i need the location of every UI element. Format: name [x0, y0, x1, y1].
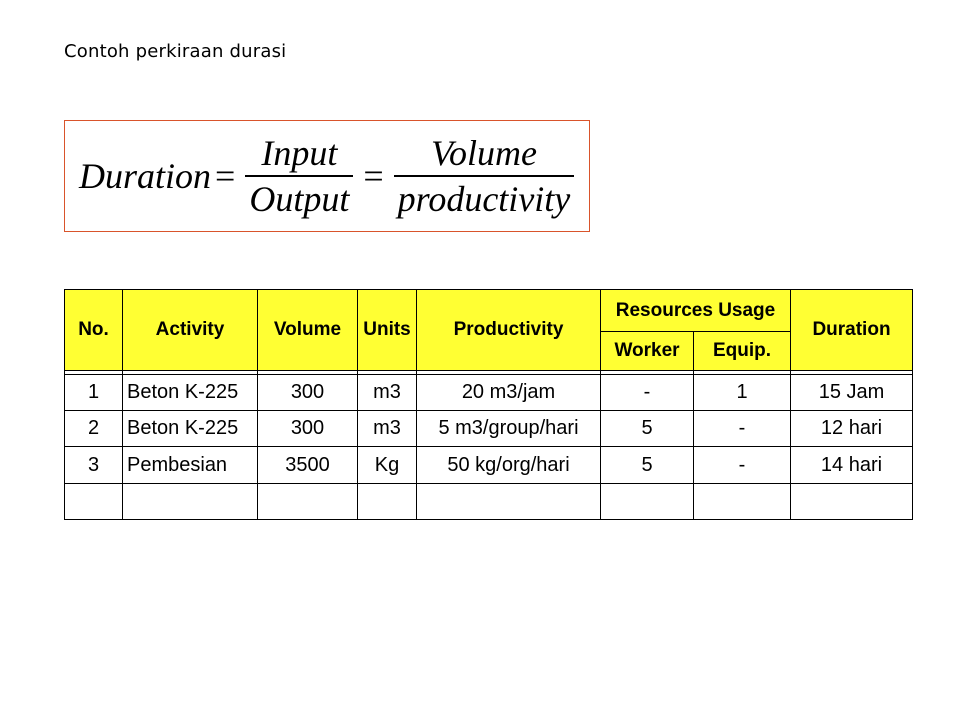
header-duration: Duration — [791, 290, 913, 371]
cell-units: m3 — [358, 374, 417, 410]
cell-worker: 5 — [601, 411, 694, 447]
cell-volume: 3500 — [258, 447, 358, 483]
fraction-volume-productivity — [394, 133, 575, 219]
cell-worker: - — [601, 374, 694, 410]
duration-table — [64, 289, 913, 520]
header-units: Units — [358, 290, 417, 371]
formula-box — [64, 120, 590, 232]
cell-equip: - — [694, 447, 791, 483]
header-resources-usage: Resources Usage — [601, 290, 791, 332]
formula-lhs: Duration — [79, 156, 212, 196]
fraction-numerator-input: Input — [261, 133, 338, 173]
header-equip: Equip. — [694, 332, 791, 370]
cell-no: 1 — [65, 374, 123, 410]
cell-productivity: 5 m3/group/hari — [417, 411, 601, 447]
cell-worker: 5 — [601, 447, 694, 483]
header-productivity: Productivity — [417, 290, 601, 371]
fraction-denominator-output: Output — [249, 179, 350, 219]
cell-units: m3 — [358, 411, 417, 447]
cell-duration: 15 Jam — [791, 374, 913, 410]
header-activity: Activity — [123, 290, 258, 371]
cell-volume — [258, 483, 358, 519]
cell-no: 2 — [65, 411, 123, 447]
cell-volume: 300 — [258, 411, 358, 447]
cell-activity: Beton K-225 — [123, 374, 258, 410]
header-no: No. — [65, 290, 123, 371]
cell-equip: 1 — [694, 374, 791, 410]
cell-productivity: 20 m3/jam — [417, 374, 601, 410]
cell-productivity: 50 kg/org/hari — [417, 447, 601, 483]
cell-worker — [601, 483, 694, 519]
cell-volume: 300 — [258, 374, 358, 410]
cell-units — [358, 483, 417, 519]
page-title: Contoh perkiraan durasi — [64, 41, 287, 62]
header-volume: Volume — [258, 290, 358, 371]
cell-duration: 14 hari — [791, 447, 913, 483]
formula-equals-2: = — [363, 156, 384, 196]
cell-no: 3 — [65, 447, 123, 483]
cell-no — [65, 483, 123, 519]
table-row-empty — [65, 483, 913, 519]
fraction-input-output — [245, 133, 353, 219]
fraction-numerator-volume: Volume — [430, 133, 537, 173]
cell-equip — [694, 483, 791, 519]
table-row — [65, 374, 913, 410]
table-row — [65, 447, 913, 483]
formula-equals-1: = — [215, 156, 236, 196]
cell-duration — [791, 483, 913, 519]
cell-equip: - — [694, 411, 791, 447]
fraction-denominator-productivity: productivity — [397, 179, 571, 219]
cell-duration: 12 hari — [791, 411, 913, 447]
cell-activity: Beton K-225 — [123, 411, 258, 447]
duration-formula — [79, 121, 580, 231]
cell-activity — [123, 483, 258, 519]
table-row — [65, 411, 913, 447]
cell-productivity — [417, 483, 601, 519]
header-worker: Worker — [601, 332, 694, 370]
cell-activity: Pembesian — [123, 447, 258, 483]
header-row-1 — [65, 290, 913, 332]
cell-units: Kg — [358, 447, 417, 483]
